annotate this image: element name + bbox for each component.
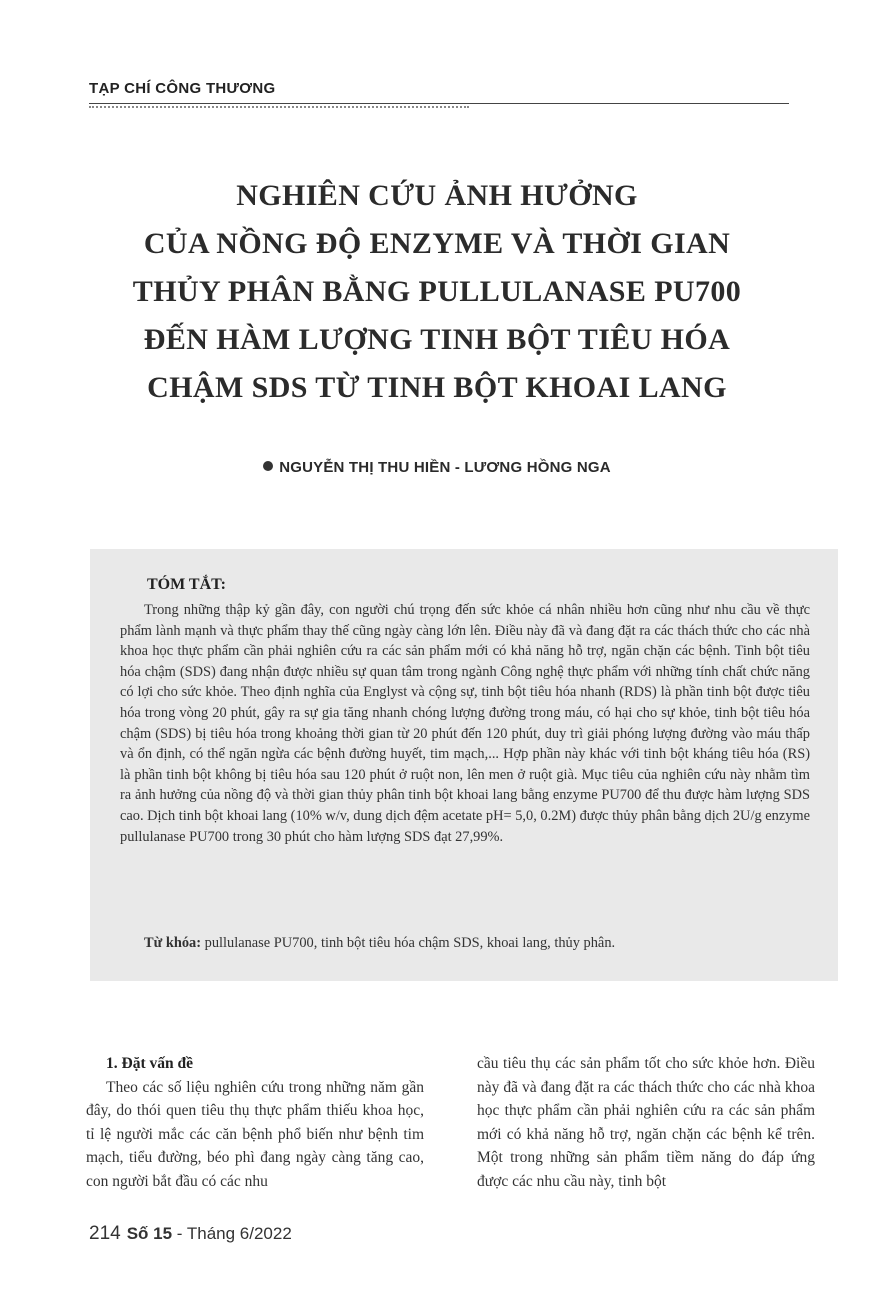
title-line: CỦA NỒNG ĐỘ ENZYME VÀ THỜI GIAN [143, 227, 731, 260]
authors-line [0, 459, 874, 476]
title-line: NGHIÊN CỨU ẢNH HƯỞNG [236, 179, 638, 212]
issue-number: Số 15 [126, 1224, 173, 1243]
header-rule [89, 103, 789, 104]
title-line: CHẬM SDS TỪ TINH BỘT KHOAI LANG [147, 371, 727, 404]
title-line: THỦY PHÂN BẰNG PULLULANASE PU700 [132, 275, 742, 308]
keywords [120, 933, 810, 954]
abstract-heading: TÓM TẮT: [147, 576, 226, 593]
title-line: ĐẾN HÀM LƯỢNG TINH BỘT TIÊU HÓA [143, 323, 731, 356]
keywords-label: Từ khóa: [144, 935, 202, 951]
body-column-left [86, 1052, 424, 1194]
bullet-icon [263, 461, 273, 471]
body-paragraph: Theo các số liệu nghiên cứu trong những năm gần đây, do thói quen tiêu thụ thực phẩm thiếu khoa học, tỉ lệ người mắc các căn bệnh phổ biến như bệnh tim mạch, tiểu đường, béo phì đang ngày càng tăng cao, con người bắt đầu có các nhu [86, 1078, 424, 1190]
page-footer [89, 1223, 292, 1245]
section-heading: 1. Đặt vấn đề [106, 1055, 193, 1072]
body-column-right [477, 1052, 815, 1194]
abstract-text: Trong những thập kỷ gần đây, con người chú trọng đến sức khỏe cá nhân nhiều hơn cũng như nhu cầu về thực phẩm lành mạnh và thực phẩm thay thế cũng ngày càng lớn lên. Điều này đã và đang đặt ra các thách thức cho các nhà khoa học thực phẩm cần phải nghiên cứu ra các sản phẩm mới có khả năng hỗ trợ, ngăn chặn các bệnh. Tinh bột tiêu hóa chậm (SDS) đang nhận được nhiều sự quan tâm trong ngành Công nghệ thực phẩm với những tính chất chức năng có lợi cho sức khỏe. Theo định nghĩa của Englyst và cộng sự, tinh bột tiêu hóa nhanh (RDS) là phần tinh bột được tiêu hóa trong vòng 20 phút, gây ra sự gia tăng nhanh chóng lượng đường trong máu, có hại cho sự khỏe, tinh bột tiêu hóa chậm (SDS) bị tiêu hóa trong khoảng thời gian từ 20 phút đến 120 phút, duy trì giải phóng lượng đường vào máu thấp và ổn định, có thể ngăn ngừa các bệnh đường huyết, tim mạch,... Hợp phần này khác với tinh bột kháng tiêu hóa (RS) là phần tinh bột không bị tiêu hóa sau 120 phút ở ruột non, lên men ở ruột già. Mục tiêu của nghiên cứu này nhằm tìm ra ảnh hưởng của nồng độ và thời gian thủy phân tinh bột khoai lang bằng enzyme PU700 để thu được hàm lượng SDS cao. Dịch tinh bột khoai lang (10% w/v, dung dịch đệm acetate pH= 5,0, 0.2M) được thủy phân bằng dịch 2U/g enzyme pullulanase PU700 trong 30 phút cho hàm lượng SDS đạt 27,99%. [120, 602, 810, 845]
journal-name: TẠP CHÍ CÔNG THƯƠNG [89, 80, 276, 97]
page-number: 214 [89, 1223, 121, 1244]
authors: NGUYỄN THỊ THU HIỀN - LƯƠNG HỒNG NGA [279, 459, 611, 476]
keywords-text: pullulanase PU700, tinh bột tiêu hóa chậm SDS, khoai lang, thủy phân. [201, 935, 616, 951]
header-rule-dots [89, 106, 469, 108]
body-paragraph: cầu tiêu thụ các sản phẩm tốt cho sức khỏe hơn. Điều này đã và đang đặt ra các thách thức cho các nhà khoa học thực phẩm cần phải nghiên cứu ra các sản phẩm mới có khả năng hỗ trợ, ngăn chặn các bệnh kể trên. Một trong những sản phẩm tiềm năng do đáp ứng được các nhu cầu này, tinh bột [477, 1055, 815, 1190]
issue-date: - Tháng 6/2022 [172, 1224, 292, 1243]
article-title [60, 172, 814, 412]
